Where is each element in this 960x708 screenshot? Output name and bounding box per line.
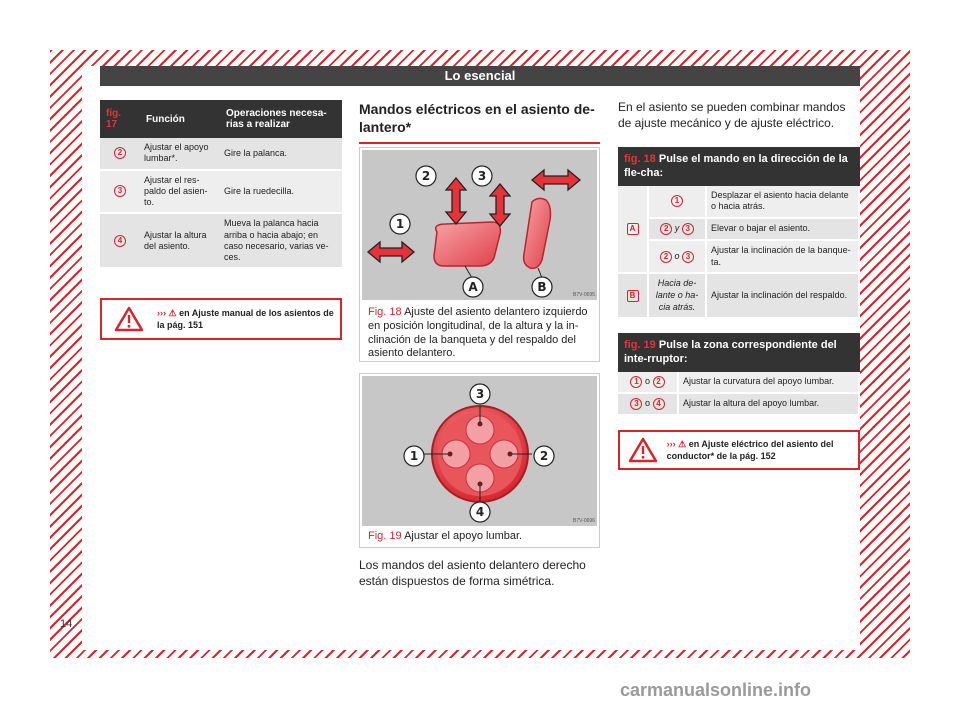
- small-warning-icon: ⚠: [168, 307, 177, 318]
- conjunction: y: [674, 222, 680, 233]
- callout-label: 4: [475, 505, 485, 519]
- table-row: [618, 372, 859, 393]
- warning-triangle-icon: [620, 437, 667, 463]
- table-fig17: [100, 100, 342, 269]
- table-row: [618, 186, 859, 218]
- table-row: [100, 170, 342, 214]
- table-row: [618, 393, 859, 415]
- table-header-operations: Operaciones necesa-rias a realizar: [220, 100, 342, 138]
- figure-label: fig. 19: [624, 339, 656, 351]
- figure-label: Fig. 18: [368, 306, 402, 318]
- warning-triangle-icon: [102, 306, 157, 332]
- control-number: 2: [660, 223, 672, 235]
- action-cell: Elevar o bajar el asiento.: [706, 218, 859, 240]
- figure-caption-text: Ajuste del asiento delantero izquierdo en posición longitudinal, de la altura y la in-clinación de la banqueta y del respaldo del asiento delantero.: [368, 306, 588, 360]
- lumbar-switch-illustration: [362, 376, 597, 526]
- action-cell: Desplazar el asiento hacia delante o hacia atrás.: [706, 186, 859, 218]
- table-row: [618, 218, 859, 240]
- figure-code: B7V-0695: [573, 292, 595, 298]
- callout-label: 1: [409, 449, 419, 463]
- table-fig18-header: [618, 147, 860, 186]
- callout-label: 3: [477, 169, 487, 183]
- control-number: 2: [114, 147, 126, 159]
- conjunction: o: [644, 375, 650, 386]
- table-header-function: Función: [140, 100, 220, 138]
- table-fig18: [618, 147, 860, 319]
- figure-caption: [368, 306, 594, 361]
- action-cell: Ajustar la inclinación de la banque-ta.: [706, 240, 859, 273]
- callout-label: 2: [421, 169, 431, 183]
- table-fig19-header: [618, 333, 860, 372]
- conjunction: o: [644, 397, 650, 408]
- function-cell: Ajustar el apoyo lumbar*.: [140, 138, 220, 170]
- page-number: 14: [60, 618, 73, 630]
- control-number: 1: [671, 195, 683, 207]
- table-row: [618, 240, 859, 273]
- small-warning-icon: ⚠: [678, 438, 687, 449]
- warning-box-manual: [100, 298, 342, 340]
- function-cell: Ajustar el res-paldo del asien-to.: [140, 170, 220, 214]
- table-fig19: [618, 333, 860, 416]
- warning-box-electric: [618, 430, 860, 470]
- table-header-fig: fig. 17: [100, 100, 140, 138]
- function-cell: Ajustar la altura del asiento.: [140, 213, 220, 268]
- table-header-text: Pulse el mando en la dirección de la fle-cha:: [624, 153, 848, 180]
- operation-cell: Mueva la palanca hacia arriba o hacia abajo; en caso necesario, varias ve-ces.: [220, 213, 342, 268]
- figure-caption: [368, 530, 594, 544]
- control-number: 2: [660, 251, 672, 263]
- callout-label: 2: [539, 449, 549, 463]
- conjunction: o: [674, 250, 680, 261]
- link-arrows: ›››: [666, 438, 676, 449]
- callout-label: 3: [475, 387, 485, 401]
- control-number: 3: [682, 223, 694, 235]
- table-row: [618, 273, 859, 318]
- control-key: B: [627, 290, 639, 302]
- figure-18: [359, 147, 600, 362]
- callout-label: B: [537, 280, 547, 294]
- direction-cell: Hacia de-lante o ha-cia atrás.: [648, 273, 706, 318]
- warning-reference-link[interactable]: en Ajuste eléctrico del asiento del conductor* de la pág. 152: [666, 438, 834, 461]
- intro-paragraph: En el asiento se pueden combinar mandos de ajuste mecánico y de ajuste eléctrico.: [618, 100, 846, 130]
- action-cell: Ajustar la inclinación del respaldo.: [706, 273, 859, 318]
- control-number: 4: [114, 235, 126, 247]
- control-number: 3: [114, 185, 126, 197]
- symmetry-paragraph: Los mandos del asiento delantero derecho están dispuestos de forma simétrica.: [359, 558, 586, 588]
- figure-label: fig. 18: [624, 153, 656, 165]
- control-number: 1: [630, 376, 642, 388]
- link-arrows: ›››: [156, 307, 166, 318]
- callout-label: A: [468, 280, 478, 294]
- table-row: [100, 138, 342, 170]
- table-header-text: Pulse la zona correspondiente del inte-rruptor:: [624, 339, 837, 366]
- control-number: 4: [653, 398, 665, 410]
- section-title: Mandos eléctricos en el asiento de-lantero*: [359, 101, 600, 144]
- action-cell: Ajustar la altura del apoyo lumbar.: [678, 393, 859, 415]
- page-header: Lo esencial: [100, 66, 860, 86]
- seat-controls-illustration: [362, 150, 597, 300]
- control-number: 3: [682, 251, 694, 263]
- action-cell: Ajustar la curvatura del apoyo lumbar.: [678, 372, 859, 393]
- control-number: 3: [630, 398, 642, 410]
- figure-caption-text: Ajustar el apoyo lumbar.: [404, 530, 523, 542]
- table-row: [100, 213, 342, 268]
- warning-reference-link[interactable]: en Ajuste manual de los asientos de la pág. 151: [156, 307, 334, 330]
- control-key: A: [627, 223, 639, 235]
- operation-cell: Gire la ruedecilla.: [220, 170, 342, 214]
- figure-19: [359, 373, 600, 548]
- operation-cell: Gire la palanca.: [220, 138, 342, 170]
- watermark: carmanualsonline.info: [620, 680, 812, 700]
- control-number: 2: [653, 376, 665, 388]
- callout-label: 1: [395, 217, 405, 231]
- figure-label: Fig. 19: [368, 530, 402, 542]
- figure-code: B7V-0696: [573, 518, 595, 524]
